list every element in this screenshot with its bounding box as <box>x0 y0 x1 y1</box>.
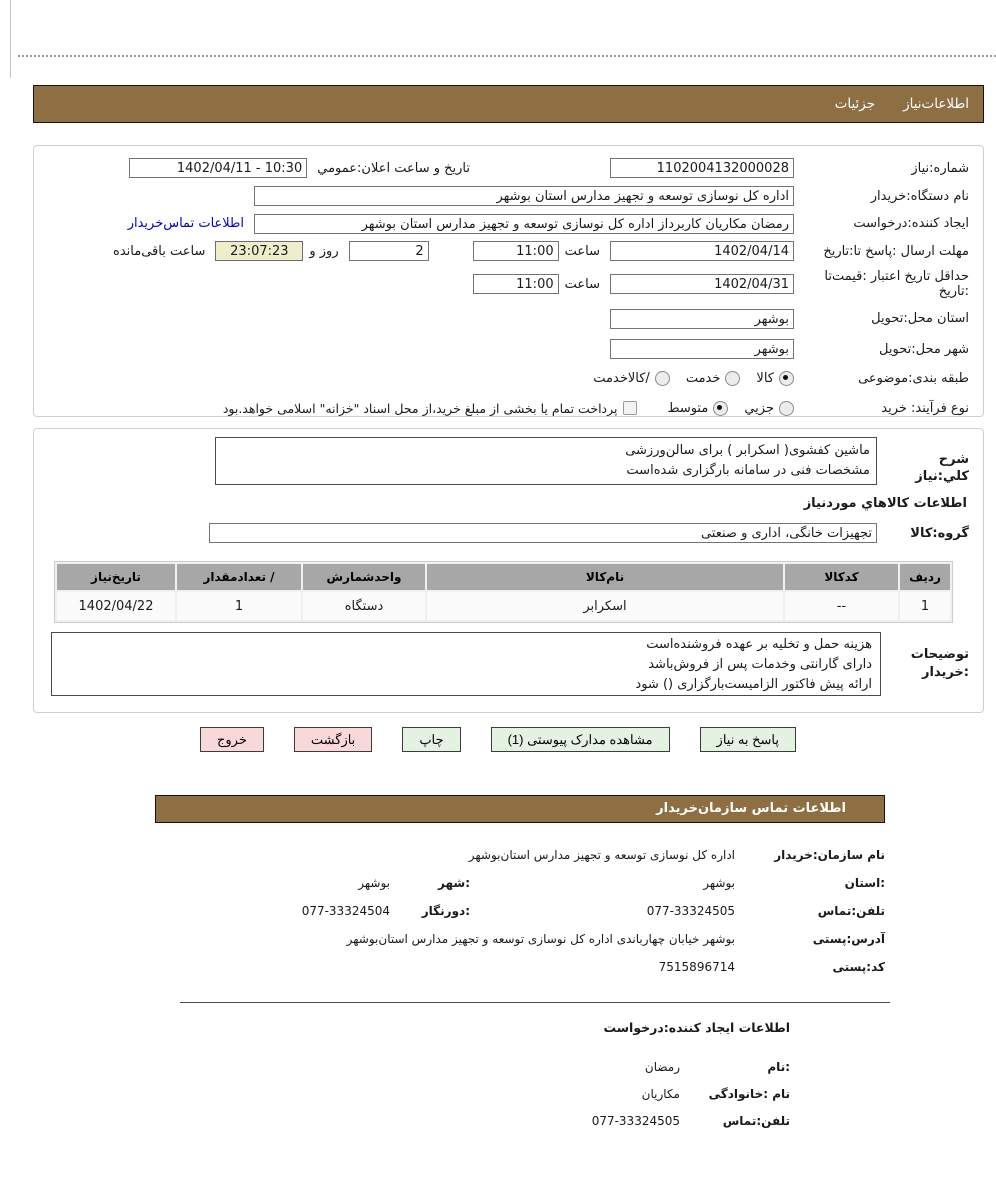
col-quantity: / تعدادمقدار <box>177 564 301 590</box>
org-postal-value: 7515896714 <box>658 960 735 974</box>
days-remaining-field: 2 <box>349 241 429 261</box>
validity-time-field: 11:00 <box>473 274 559 294</box>
radio-goods-service-label: /کالاخدمت <box>593 371 650 386</box>
cell-item-name: اسکرابر <box>427 592 783 620</box>
radio-goods-label: کالا <box>756 371 774 386</box>
radio-goods[interactable] <box>779 371 794 386</box>
buyer-label: نام دستگاه:خریدار <box>870 188 969 204</box>
process-type-label: نوع فرآیند: خرید <box>881 400 969 416</box>
request-creator-heading: اطلاعات ایجاد کننده:درخواست <box>603 1020 790 1035</box>
col-need-date: تاریخ‌نیاز <box>57 564 175 590</box>
announce-field: 1402/04/11 - 10:30 <box>129 158 307 178</box>
creator-phone-label: تلفن:تماس <box>722 1113 790 1128</box>
request-creator-label: ایجاد کننده:درخواست <box>853 216 969 231</box>
dotted-separator <box>18 55 996 57</box>
radio-medium-purchase[interactable] <box>713 401 728 416</box>
buyer-notes-line: هزینه حمل و تخلیه بر عهده فروشنده‌است <box>646 637 872 652</box>
tab-details[interactable]: جزئیات <box>834 96 876 112</box>
need-number-label: شماره:نیاز <box>911 160 969 176</box>
deadline-date-field: 1402/04/14 <box>610 241 794 261</box>
treasury-note: پرداخت تمام یا بخشی از مبلغ خرید،از محل اسناد "خزانه" اسلامی خواهد.بود <box>222 400 618 416</box>
validity-hour-label: ساعت <box>564 276 600 292</box>
buyer-notes-line: دارای گارانتی وخدمات پس از فروش‌باشد <box>648 657 872 672</box>
top-tab-bar <box>33 85 984 123</box>
radio-service-label: خدمت <box>685 371 721 386</box>
row-deadline <box>44 237 969 265</box>
delivery-city-field: بوشهر <box>610 339 794 359</box>
radio-small-purchase[interactable] <box>779 401 794 416</box>
row-subject-category <box>44 364 969 393</box>
request-creator-field: رمضان مکاریان کاربرداز اداره کل نوسازی توسعه و تجهیز مدارس استان بوشهر <box>254 214 794 234</box>
days-unit-label: روز و <box>309 243 339 259</box>
deadline-time-field: 11:00 <box>473 241 559 261</box>
print-button[interactable]: چاپ <box>402 727 460 752</box>
cell-item-code: -- <box>785 592 898 620</box>
table-row <box>57 592 950 620</box>
radio-medium-purchase-label: متوسط <box>667 400 709 416</box>
delivery-province-field: بوشهر <box>610 309 794 329</box>
need-summary-panel <box>33 145 984 417</box>
back-button[interactable]: بازگشت <box>294 727 372 752</box>
deadline-label: مهلت ارسال :پاسخ تا:تاریخ <box>823 243 969 259</box>
price-validity-label: حداقل تاریخ اعتبار :قیمت‌تا :تاریخ <box>824 269 969 299</box>
need-description-line: ماشین کفشوی( اسکرابر ) برای سالن‌ورزشی <box>625 443 870 458</box>
treasury-checkbox[interactable] <box>623 401 637 415</box>
org-phone-label: تلفن:تماس <box>817 904 885 918</box>
radio-service[interactable] <box>725 371 740 386</box>
subject-category-label: طبقه بندی:موضوعی <box>858 371 969 386</box>
hours-remaining-label: ساعت باقی‌مانده <box>113 243 206 259</box>
col-unit: واحدشمارش <box>303 564 425 590</box>
delivery-province-label: استان محل:تحویل <box>871 311 969 326</box>
items-table <box>55 562 952 622</box>
row-delivery-city <box>44 334 969 364</box>
org-name-value: اداره کل نوسازی توسعه و تجهیز مدارس استان‌بوشهر <box>468 848 735 862</box>
deadline-hour-label: ساعت <box>564 243 600 259</box>
left-rule <box>10 0 11 78</box>
goods-group-field: تجهیزات خانگی، اداری و صنعتی <box>209 523 877 543</box>
org-contact-header: اطلاعات تماس سازمان‌خریدار <box>155 795 885 823</box>
org-fax-value: 077-33324504 <box>301 904 390 918</box>
org-address-value: بوشهر خیابان چهارباندی اداره کل نوسازی توسعه و تجهیز مدارس استان‌بوشهر <box>346 932 735 946</box>
row-delivery-province <box>44 303 969 334</box>
need-number-field: 1102004132000028 <box>610 158 794 178</box>
radio-small-purchase-label: جزیي <box>744 400 774 416</box>
buyer-notes-line: ارائه پیش فاکتور الزامیست‌بارگزاری () شود <box>635 677 872 692</box>
request-creator-grid <box>490 1053 790 1134</box>
respond-to-need-button[interactable]: پاسخ به نیاز <box>700 727 796 752</box>
creator-phone-value: 077-33324505 <box>591 1113 680 1128</box>
buyer-notes-label: توضیحات :خریدار <box>910 647 969 680</box>
buyer-contact-link[interactable]: اطلاعات تماس‌خریدار <box>127 216 244 231</box>
delivery-city-label: شهر محل:تحویل <box>879 341 969 357</box>
radio-goods-service[interactable] <box>655 371 670 386</box>
need-description-label: شرح کلي:نیاز <box>915 452 969 484</box>
announce-label: تاریخ و ساعت اعلان:عمومي <box>317 160 470 176</box>
org-province-value: بوشهر <box>703 876 735 890</box>
exit-button[interactable]: خروج <box>200 727 264 752</box>
org-fax-label: :دورنگار <box>421 904 470 918</box>
org-city-label: :شهر <box>438 876 470 890</box>
creator-name-value: رمضان <box>644 1059 680 1074</box>
section-divider <box>180 1002 890 1003</box>
items-table-wrap <box>54 561 953 623</box>
org-name-label: نام سازمان:خریدار <box>774 848 885 862</box>
row-request-creator <box>44 210 969 237</box>
buyer-field: اداره کل نوسازی توسعه و تجهیز مدارس استان بوشهر <box>254 186 794 206</box>
goods-group-label: گروه:کالا <box>910 525 969 541</box>
need-description-line: مشخصات فنی در سامانه بارگزاری شده‌است <box>626 463 870 478</box>
cell-row-number: 1 <box>900 592 950 620</box>
org-postal-label: کد:پستی <box>832 960 885 974</box>
org-city-value: بوشهر <box>358 876 390 890</box>
need-description-field <box>215 437 877 485</box>
request-creator-section <box>490 1020 790 1134</box>
row-buyer-notes <box>44 632 969 696</box>
org-contact-section <box>155 841 885 981</box>
org-address-label: آدرس:پستی <box>812 932 885 946</box>
cell-unit: دستگاه <box>303 592 425 620</box>
view-attachments-button[interactable]: مشاهده مدارک پیوستی (1) <box>491 727 670 752</box>
row-need-description <box>44 437 969 485</box>
required-goods-heading: اطلاعات کالاهاي موردنیاز <box>803 496 967 511</box>
creator-family-label: نام :خانوادگی <box>708 1086 790 1101</box>
need-details-panel <box>33 428 984 713</box>
validity-date-field: 1402/04/31 <box>610 274 794 294</box>
row-price-validity <box>44 265 969 303</box>
creator-name-label: :نام <box>767 1059 790 1074</box>
org-province-label: :استان <box>844 876 885 890</box>
row-goods-group <box>44 523 969 543</box>
col-item-name: نام‌کالا <box>427 564 783 590</box>
cell-need-date: 1402/04/22 <box>57 592 175 620</box>
tab-need-info[interactable]: اطلاعات‌نیاز <box>903 96 969 112</box>
action-buttons <box>0 727 996 752</box>
countdown-timer: 23:07:23 <box>215 241 303 261</box>
org-phone-value: 077-33324505 <box>646 904 735 918</box>
row-need-number <box>44 154 969 182</box>
row-process-type <box>44 393 969 423</box>
row-buyer <box>44 182 969 210</box>
creator-family-value: مکاریان <box>641 1086 680 1101</box>
col-item-code: کدکالا <box>785 564 898 590</box>
cell-quantity: 1 <box>177 592 301 620</box>
items-table-header-row <box>57 564 950 590</box>
buyer-notes-field <box>51 632 881 696</box>
col-row-number: ردیف <box>900 564 950 590</box>
